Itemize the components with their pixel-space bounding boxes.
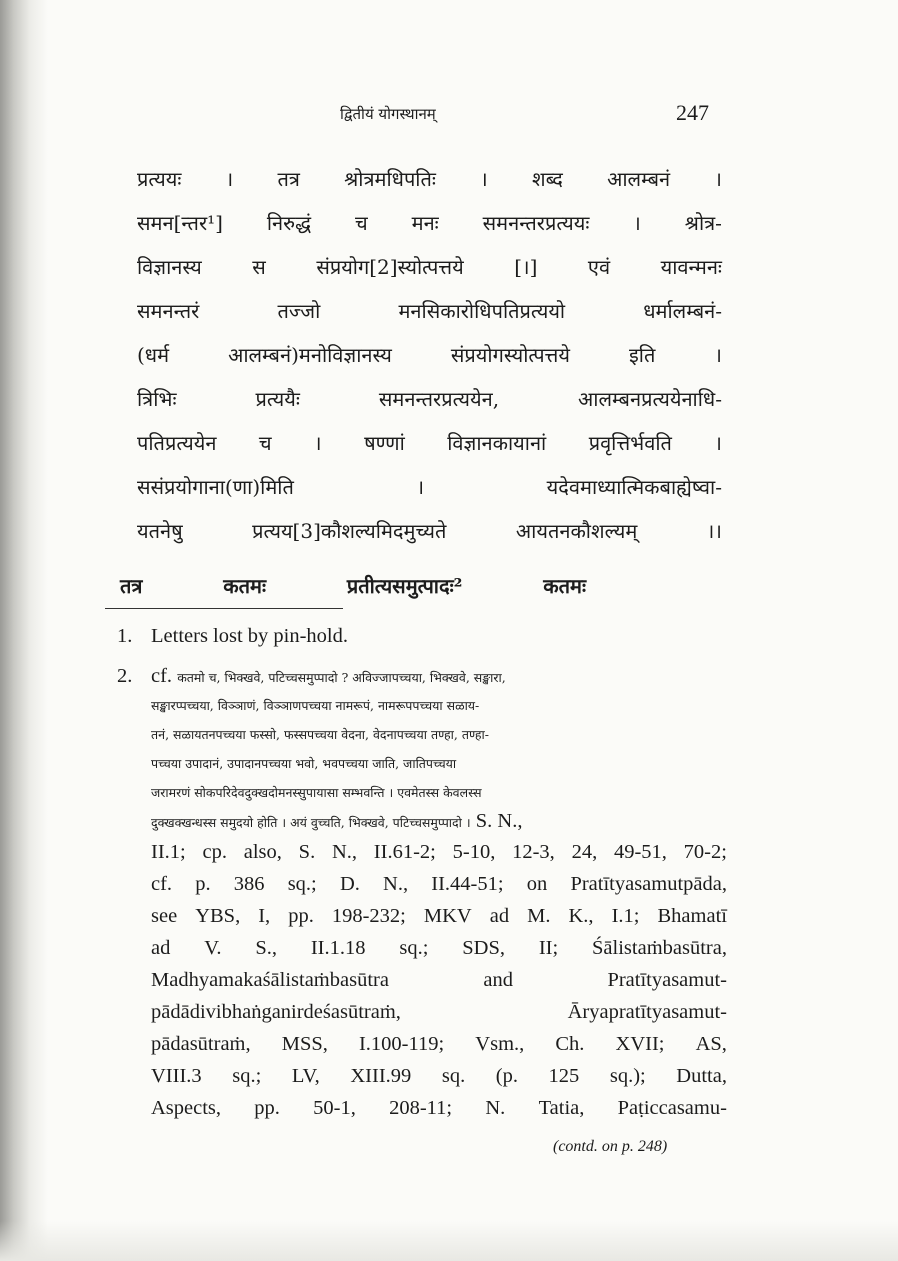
footnote-2-mixed-dev: दुक्खक्खन्धस्स समुदयो होति । अयं वुच्चति, भिक्खवे, पटिच्चसमुप्पादो ।	[151, 815, 471, 830]
footnote-2-latin-line-6: pādādivibhaṅganirdeśasūtraṁ, Āryapratītyasamut-	[151, 1001, 727, 1023]
body-line-7: पतिप्रत्ययेन च । षण्णां विज्ञानकायानां प्रवृत्तिर्भवति ।	[137, 431, 722, 455]
continued-note: (contd. on p. 248)	[553, 1138, 668, 1155]
section-heading	[120, 572, 586, 599]
footnote-2-dev-line-1: कतमो च, भिक्खवे, पटिच्चसमुप्पादो ? अविज्जापच्चया, भिक्खवे, सङ्खारा,	[177, 670, 506, 685]
body-line-5: (धर्म आलम्बनं)मनोविज्ञानस्य संप्रयोगस्योत्पत्तये इति ।	[137, 343, 722, 367]
footnote-2-mixed-latin: S. N.,	[475, 810, 523, 832]
footnote-2-latin-line-8: VIII.3 sq.; LV, XIII.99 sq. (p. 125 sq.); Dutta,	[151, 1065, 727, 1087]
footnote-1-text: Letters lost by pin-hold.	[151, 625, 349, 647]
footnote-2-latin-line-4: ad V. S., II.1.18 sq.; SDS, II; Śālistaṁbasūtra,	[151, 937, 727, 959]
footnote-2-dev-line-5: जरामरणं सोकपरिदेवदुक्खदोमनस्सुपायासा सम्भवन्ति । एवमेतस्स केवलस्स	[151, 785, 482, 800]
heading-word-4: कतमः	[543, 574, 586, 598]
heading-word-2: कतमः	[223, 574, 267, 598]
heading-word-3: प्रतीत्यसमुत्पादः²	[346, 574, 463, 598]
scan-bottom-shadow	[0, 1221, 898, 1261]
footnote-2-latin-line-5: Madhyamakaśālistaṁbasūtra and Pratītyasamut-	[151, 969, 727, 991]
body-line-4: समनन्तरं तज्जो मनसिकारोधिपतिप्रत्ययो धर्मालम्बनं-	[137, 299, 722, 323]
scan-binding-shadow	[0, 0, 48, 1261]
heading-word-1: तत्र	[120, 574, 143, 598]
footnote-1-number: 1.	[117, 625, 133, 647]
body-line-8: ससंप्रयोगाना(णा)मिति । यदेवमाध्यात्मिकबाह्येष्वा-	[137, 475, 722, 499]
page-number: 247	[676, 100, 709, 125]
body-line-1: प्रत्ययः । तत्र श्रोत्रमधिपतिः । शब्द आलम्बनं ।	[137, 167, 722, 191]
body-line-9: यतनेषु प्रत्यय[3]कौशल्यमिदमुच्यते आयतनकौशल्यम् ।।	[137, 519, 722, 543]
footnote-2-dev-line-4: पच्चया उपादानं, उपादानपच्चया भवो, भवपच्चया जाति, जातिपच्चया	[151, 756, 457, 771]
footnote-2-dev-line-2: सङ्खारप्पच्चया, विञ्ञाणं, विञ्ञाणपच्चया नामरूपं, नामरूपपच्चया सळाय-	[151, 698, 480, 713]
footnote-2-latin-line-3: see YBS, I, pp. 198-232; MKV ad M. K., I.1; Bhamatī	[151, 905, 727, 927]
body-line-3: विज्ञानस्य स संप्रयोग[2]स्योत्पत्तये [।] एवं यावन्मनः	[137, 255, 722, 279]
footnote-2-latin-line-1: II.1; cp. also, S. N., II.61-2; 5-10, 12-3, 24, 49-51, 70-2;	[151, 841, 727, 863]
footnote-2-number: 2.	[117, 665, 133, 687]
running-head: द्वितीयं योगस्थानम्	[340, 105, 436, 123]
footnote-2-latin-line-7: pādasūtraṁ, MSS, I.100-119; Vsm., Ch. XVII; AS,	[151, 1033, 727, 1055]
footnote-2-cf-label: cf.	[151, 665, 173, 687]
footnote-rule	[105, 608, 343, 609]
footnote-2-line-1	[151, 662, 506, 692]
body-line-2: समन[न्तर¹] निरुद्धं च मनः समनन्तरप्रत्ययः । श्रोत्र-	[137, 211, 722, 235]
footnote-2-latin-line-2: cf. p. 386 sq.; D. N., II.44-51; on Pratītyasamutpāda,	[151, 873, 727, 895]
body-line-6: त्रिभिः प्रत्ययैः समनन्तरप्रत्ययेन, आलम्बनप्रत्ययेनाधि-	[137, 387, 722, 411]
footnote-2-dev-line-3: तनं, सळायतनपच्चया फस्सो, फस्सपच्चया वेदना, वेदनापच्चया तण्हा, तण्हा-	[151, 727, 489, 742]
footnote-2-latin-line-9: Aspects, pp. 50-1, 208-11; N. Tatia, Paṭiccasamu-	[151, 1097, 727, 1119]
footnote-2-mixed-line	[151, 807, 522, 837]
